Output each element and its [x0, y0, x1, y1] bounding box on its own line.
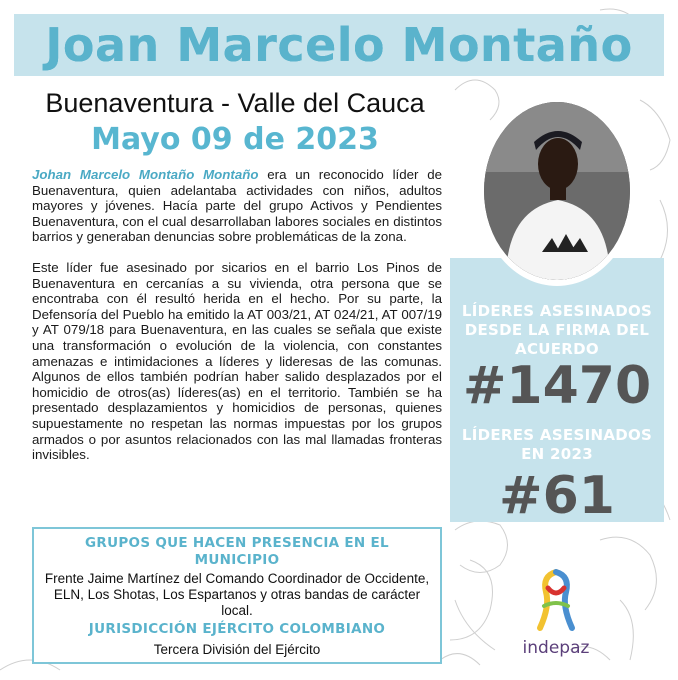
- bio-paragraph-2: Este líder fue asesinado por sicarios en el barrio Los Pinos de Buenaventura en cercanías a su vivienda, otra persona que se encontraba con él resultó herida en el hecho. Por su parte, la Defensoría del Pueblo ha emitido la AT 003/21, AT 024/21, AT 007/19 y AT 079/18 para Buenaventura, en las cuales se señala que existe una transformación o evolución de la violencia, con constantes amenazas e intimidaciones a líderes y lideresas de las comunas. Algunos de ellos también podrían haber salido desplazados por el homicidio de otros(as) líderes(as) en el territorio. También se ha presentado desplazamientos y homicidios de personas, quienes supuestamente no respetan las normas impuestas por los grupos armados o por asuntos relacionados con las mal llamadas fronteras invisibles.: [32, 259, 442, 463]
- title-banner: [14, 14, 664, 76]
- armed-groups-box: [32, 527, 442, 664]
- groups-text: Frente Jaime Martínez del Comando Coordinador de Occidente, ELN, Los Shotas, Los Espartanos y otras bandas de carácter local.: [44, 571, 430, 618]
- stat-label-since-agreement: LÍDERES ASESINADOS DESDE LA FIRMA DEL ACUERDO: [461, 302, 653, 358]
- indepaz-logo: [516, 566, 596, 666]
- biography-text: [32, 167, 442, 478]
- groups-heading: GRUPOS QUE HACEN PRESENCIA EN EL MUNICIPIO: [85, 535, 389, 568]
- ribbon-icon: [534, 566, 578, 632]
- stat-value-since-agreement: #1470: [462, 356, 652, 416]
- page-title: Joan Marcelo Montaño: [45, 18, 633, 72]
- jurisdiction-heading: JURISDICCIÓN EJÉRCITO COLOMBIANO: [88, 621, 386, 637]
- bio-paragraph-1-text: era un reconocido líder de Buenaventura, quien adelantaba actividades con niños, adultos mayores y jóvenes. Hacía parte del grupo Activos y Pendientes Buenaventura, con el cual desarrollaban labores sociales en distintos barrios y generaban denuncias sobre problemáticas de la zona.: [32, 167, 443, 245]
- date-text: Mayo 09 de 2023: [91, 122, 379, 157]
- logo-text: indepaz: [522, 638, 590, 658]
- stat-label-2023: LÍDERES ASESINADOS EN 2023: [461, 426, 653, 463]
- jurisdiction-text: Tercera División del Ejército: [153, 642, 321, 657]
- person-photo-illustration: [484, 102, 630, 280]
- leader-photo: [478, 96, 636, 286]
- stat-value-2023: #61: [499, 466, 615, 526]
- location-text: Buenaventura - Valle del Cauca: [45, 88, 425, 118]
- leader-name: Johan Marcelo Montaño Montaño: [32, 167, 259, 182]
- bio-paragraph-1: [32, 167, 442, 245]
